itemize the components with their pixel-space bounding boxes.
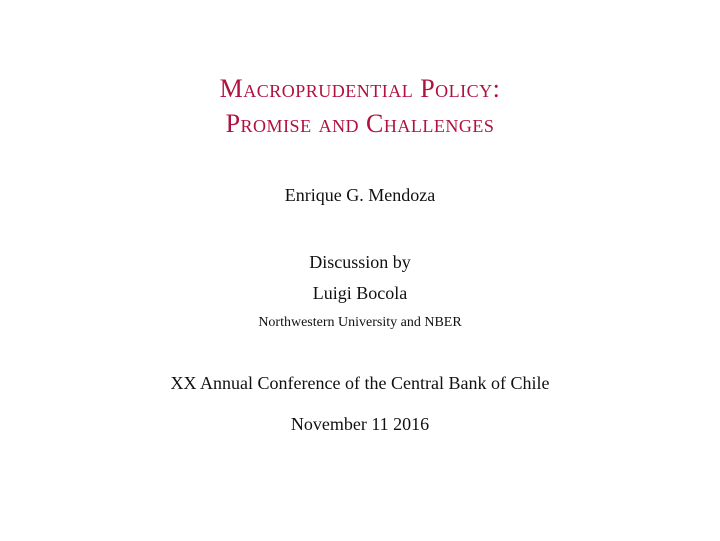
conference-name: XX Annual Conference of the Central Bank of Chile: [170, 373, 550, 393]
slide-title-line-2: Promise and Challenges: [225, 109, 495, 138]
slide-title-line-1: Macroprudential Policy:: [219, 74, 501, 103]
discussion-label: Discussion by: [309, 252, 411, 272]
discussant-affiliation: Northwestern University and NBER: [258, 315, 462, 330]
discussant-name: Luigi Bocola: [312, 283, 408, 303]
paper-author: Enrique G. Mendoza: [284, 185, 436, 205]
presentation-date: November 11 2016: [290, 414, 430, 434]
